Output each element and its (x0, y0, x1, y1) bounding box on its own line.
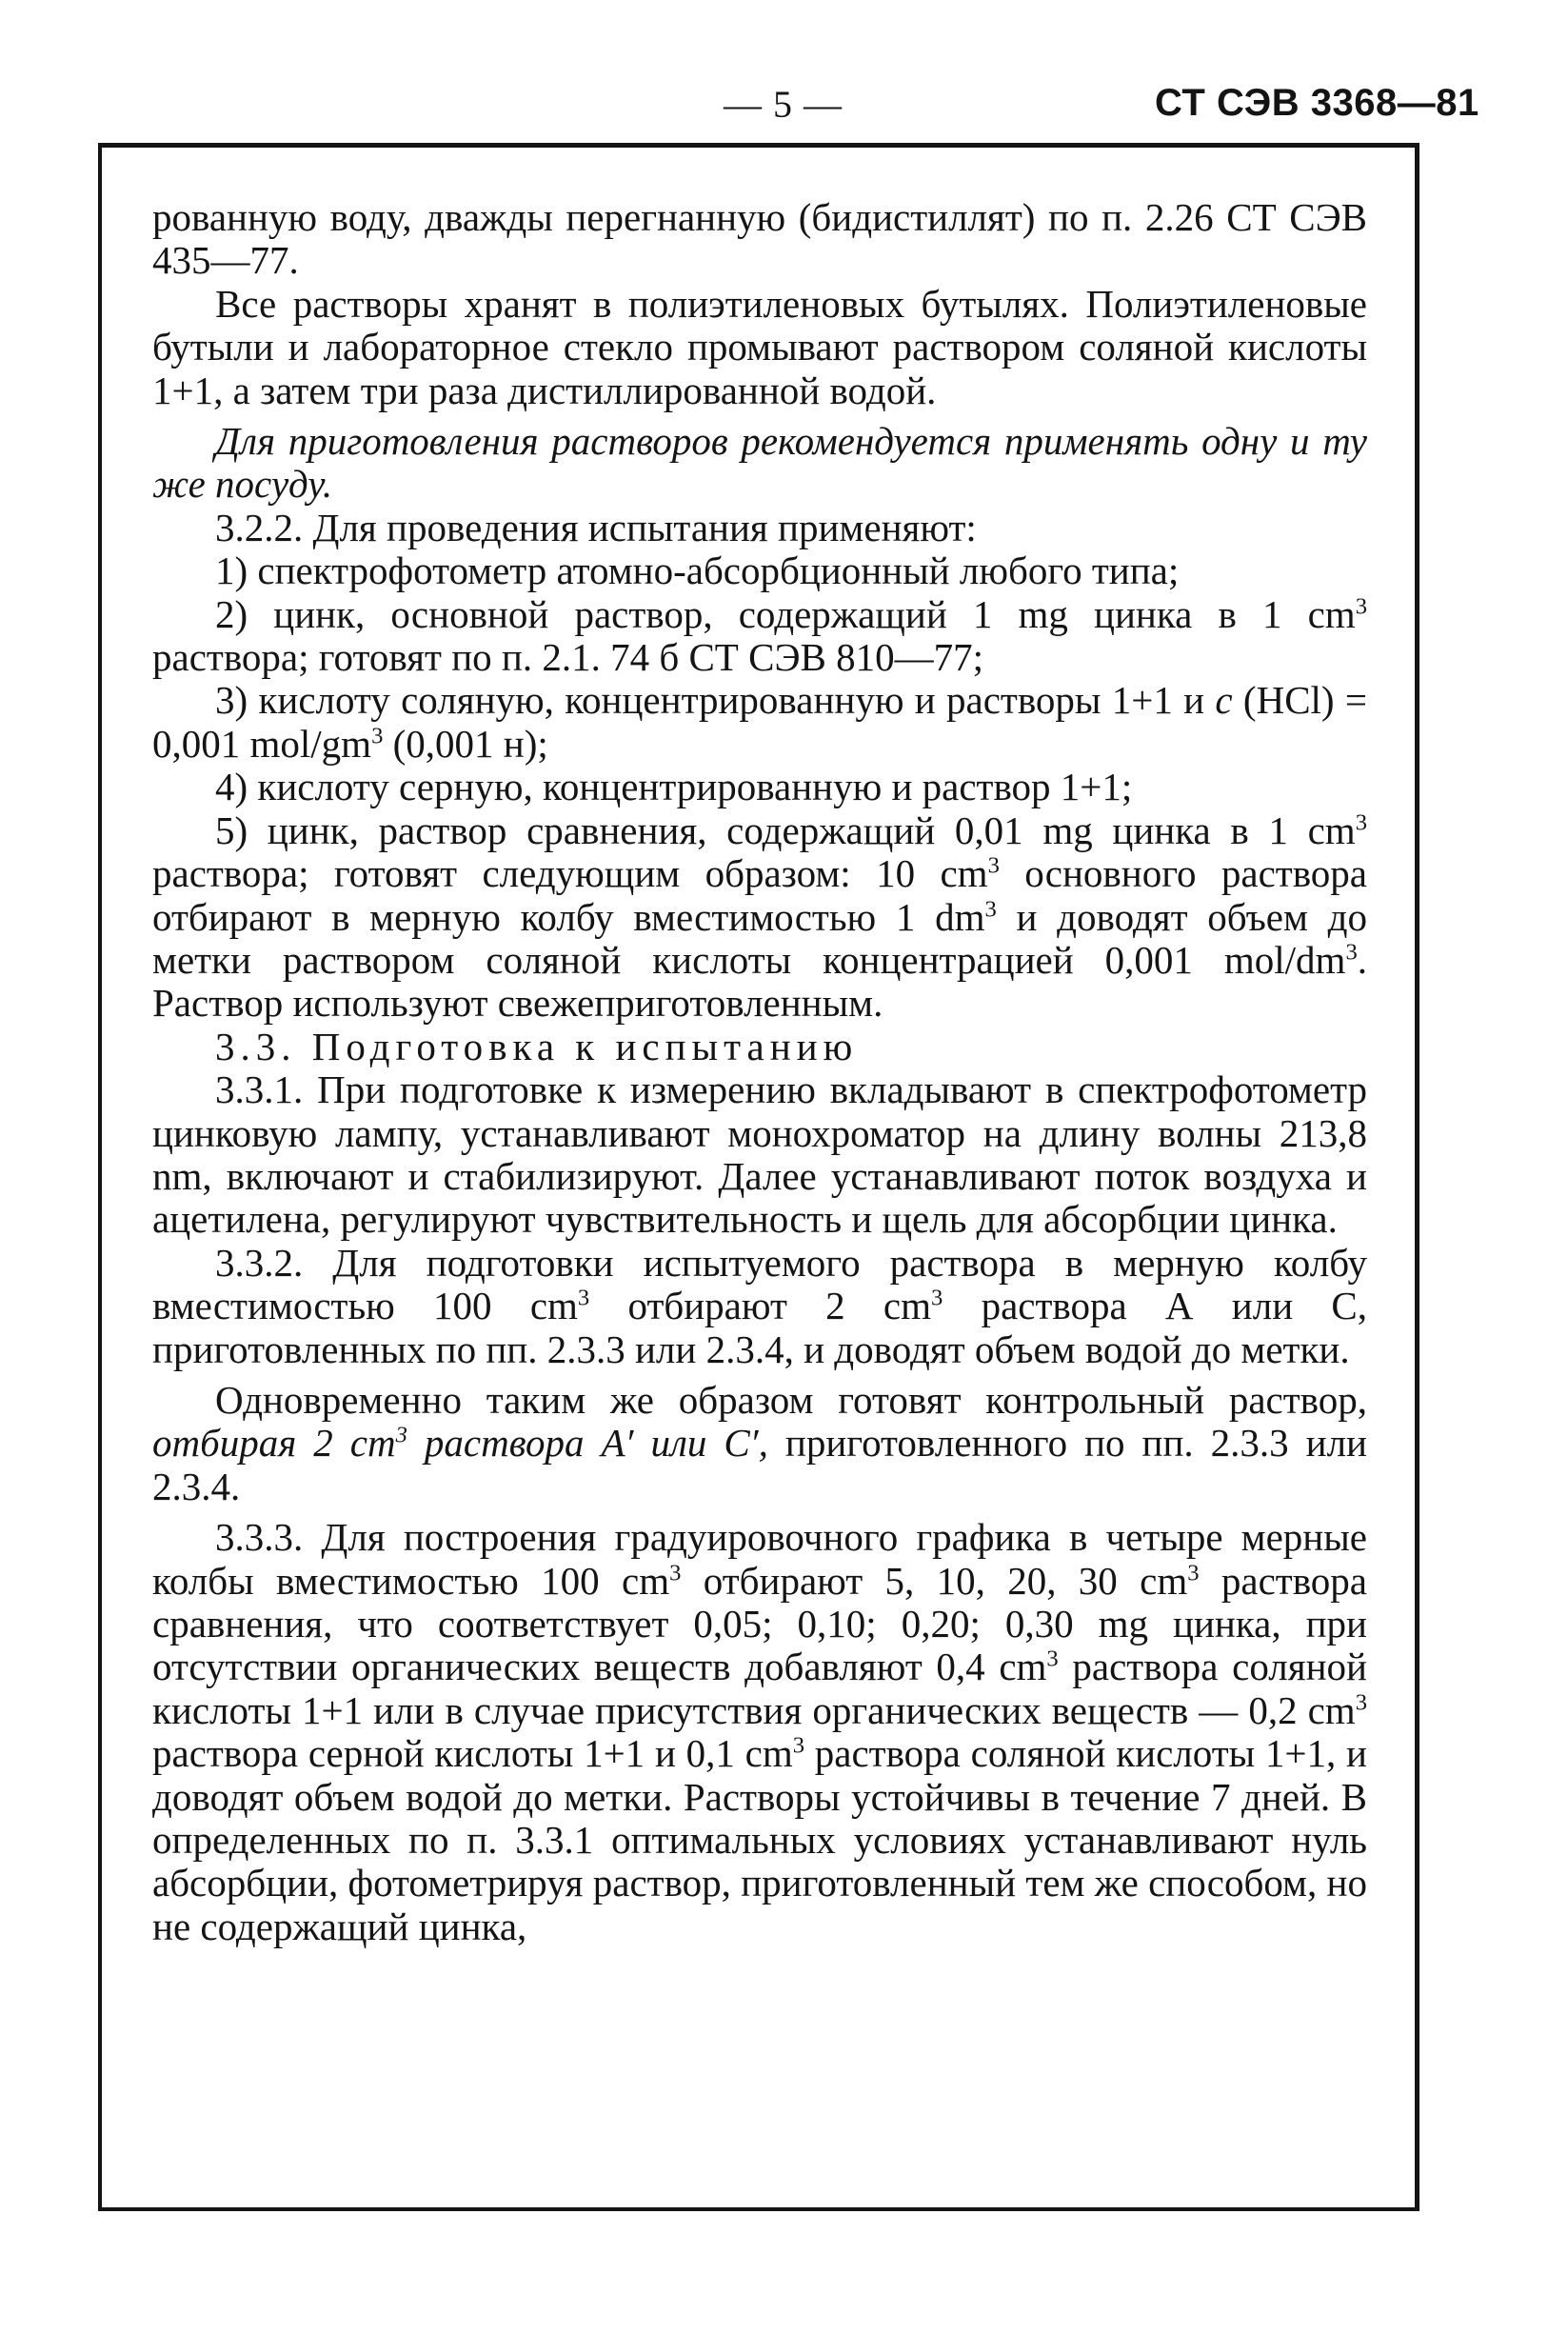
list-item-5-part-c: основного раствора отбирают в мерную колбу вместимостью 1 dm (152, 851, 1367, 939)
superscript: 3 (984, 895, 997, 922)
superscript: 3 (987, 852, 1000, 879)
paragraph-3-3-1: 3.3.1. При подготовке к измерению вкладывают в спектрофотометр цинковую лампу, устанавливают монохроматор на длину волны 213,8 nm, включают и стабилизируют. Далее устанавливают поток воздуха и ацетилена, регулируют чувствительность и щель для абсорбции цинка. (152, 1067, 1367, 1242)
paragraph-control-part-c: раствора A′ или C′, (407, 1421, 768, 1466)
list-item-2-part-b: раствора; готовят по п. 2.1. 74 б СТ СЭВ 810—77; (152, 635, 983, 680)
list-item-3-part-d: (0,001 н); (383, 721, 548, 766)
paragraph-control-part-d: приготовленного по пп. 2.3.3 или 2.3.4. (152, 1421, 1367, 1508)
paragraph-3-3-3-part-f: раствора соляной кислоты 1+1, и доводят объем водой до метки. Растворы устойчивы в течение 7 дней. В определенных по п. 3.3.1 оптимальных условиях устанавливают нуль абсорбции, фотометрируя раствор, приготовленный тем же способом, но не содержащий цинка, (152, 1731, 1367, 1948)
document-code: СТ СЭВ 3368—81 (1155, 82, 1479, 124)
paragraph-3-3-3 (152, 1516, 1367, 1948)
list-item-5-part-e: . Раствор используют свежеприготовленным. (152, 937, 1367, 1026)
paragraph-storage: Все растворы хранят в полиэтиленовых бутылях. Полиэтиленовые бутыли и лабораторное стекло промывают раствором соляной кислоты 1+1, а затем три раза дистиллированной водой. (152, 281, 1367, 412)
paragraph-control-solution (152, 1379, 1367, 1508)
paragraph-control-part-b: отбирая 2 cm (152, 1421, 396, 1466)
paragraph-continuation: рованную воду, дважды перегнанную (бидистиллят) по п. 2.26 СТ СЭВ 435—77. (152, 195, 1367, 283)
frame-bottom-rule (98, 2207, 1419, 2211)
paragraph-3-3-2-part-c: раствора А или С, приготовленных по пп. 2.3.3 или 2.3.4, и доводят объем водой до метки. (152, 1284, 1367, 1371)
list-item-2 (152, 593, 1367, 680)
list-item-2-part-a: 2) цинк, основной раствор, содержащий 1 mg цинка в 1 cm (215, 591, 1356, 636)
paragraph-3-3-2 (152, 1242, 1367, 1371)
superscript: 3 (931, 1285, 943, 1311)
superscript: 3 (1355, 1689, 1367, 1716)
list-item-5-part-d: и доводят объем до метки раствором соляной кислоты концентрацией 0,001 mol/dm (152, 894, 1367, 982)
paragraph-3-3-2-part-b: отбирают 2 cm (589, 1284, 931, 1328)
list-item-3-part-a: 3) кислоту соляную, концентрированную и растворы 1+1 и (215, 678, 1216, 723)
superscript: 3 (1046, 1646, 1059, 1672)
section-heading-3-3: 3.3. Подготовка к испытанию (215, 1024, 859, 1068)
list-item-4: 4) кислоту серную, концентрированную и раствор 1+1; (215, 765, 1133, 809)
superscript: 3 (577, 1285, 590, 1311)
superscript: 3 (1355, 592, 1367, 619)
superscript: 3 (1345, 939, 1358, 966)
superscript: 3 (669, 1559, 682, 1586)
superscript: 3 (395, 1422, 407, 1448)
paragraph-3-2-2: 3.2.2. Для проведения испытания применяют: (215, 505, 977, 549)
paragraph-3-3-3-part-b: отбирают 5, 10, 20, 30 cm (681, 1558, 1188, 1603)
paragraph-3-3-3-part-d: раствора соляной кислоты 1+1 или в случае присутствия органических веществ — 0,2 cm (152, 1645, 1367, 1732)
superscript: 3 (371, 723, 384, 749)
list-item-3 (152, 679, 1367, 766)
body-text (152, 196, 1367, 1948)
superscript: 3 (792, 1732, 805, 1759)
list-item-5-part-a: 5) цинк, раствор сравнения, содержащий 0,01 mg цинка в 1 cm (215, 808, 1356, 852)
paragraph-glassware: Для приготовления растворов рекомендуется применять одну и ту же посуду. (152, 419, 1367, 507)
list-item-5-part-b: раствора; готовят следующим образом: 10 cm (152, 851, 988, 896)
paragraph-control-part-a: Одновременно таким же образом готовят контрольный раствор, (215, 1377, 1367, 1422)
list-item-3-part-b: c (1215, 678, 1233, 723)
superscript: 3 (1187, 1559, 1200, 1586)
paragraph-3-3-3-part-e: раствора серной кислоты 1+1 и 0,1 cm (152, 1731, 793, 1776)
paragraph-3-3-2-part-a: 3.3.2. Для подготовки испытуемого раствора в мерную колбу вместимостью 100 cm (152, 1240, 1367, 1328)
list-item-1: 1) спектрофотометр атомно-абсорбционный любого типа; (215, 549, 1180, 593)
page-number: — 5 — (724, 83, 843, 126)
paragraph-3-3-3-part-c: раствора сравнения, что соответствует 0,05; 0,10; 0,20; 0,30 mg цинка, при отсутствии органических веществ добавляют 0,4 cm (152, 1558, 1367, 1689)
paragraph-3-3-3-part-a: 3.3.3. Для построения градуировочного графика в четыре мерные колбы вместимостью 100 cm (152, 1515, 1367, 1603)
superscript: 3 (1355, 808, 1367, 835)
list-item-3-part-c: (HCl) = 0,001 mol/gm (152, 678, 1368, 766)
list-item-5 (152, 809, 1367, 1026)
